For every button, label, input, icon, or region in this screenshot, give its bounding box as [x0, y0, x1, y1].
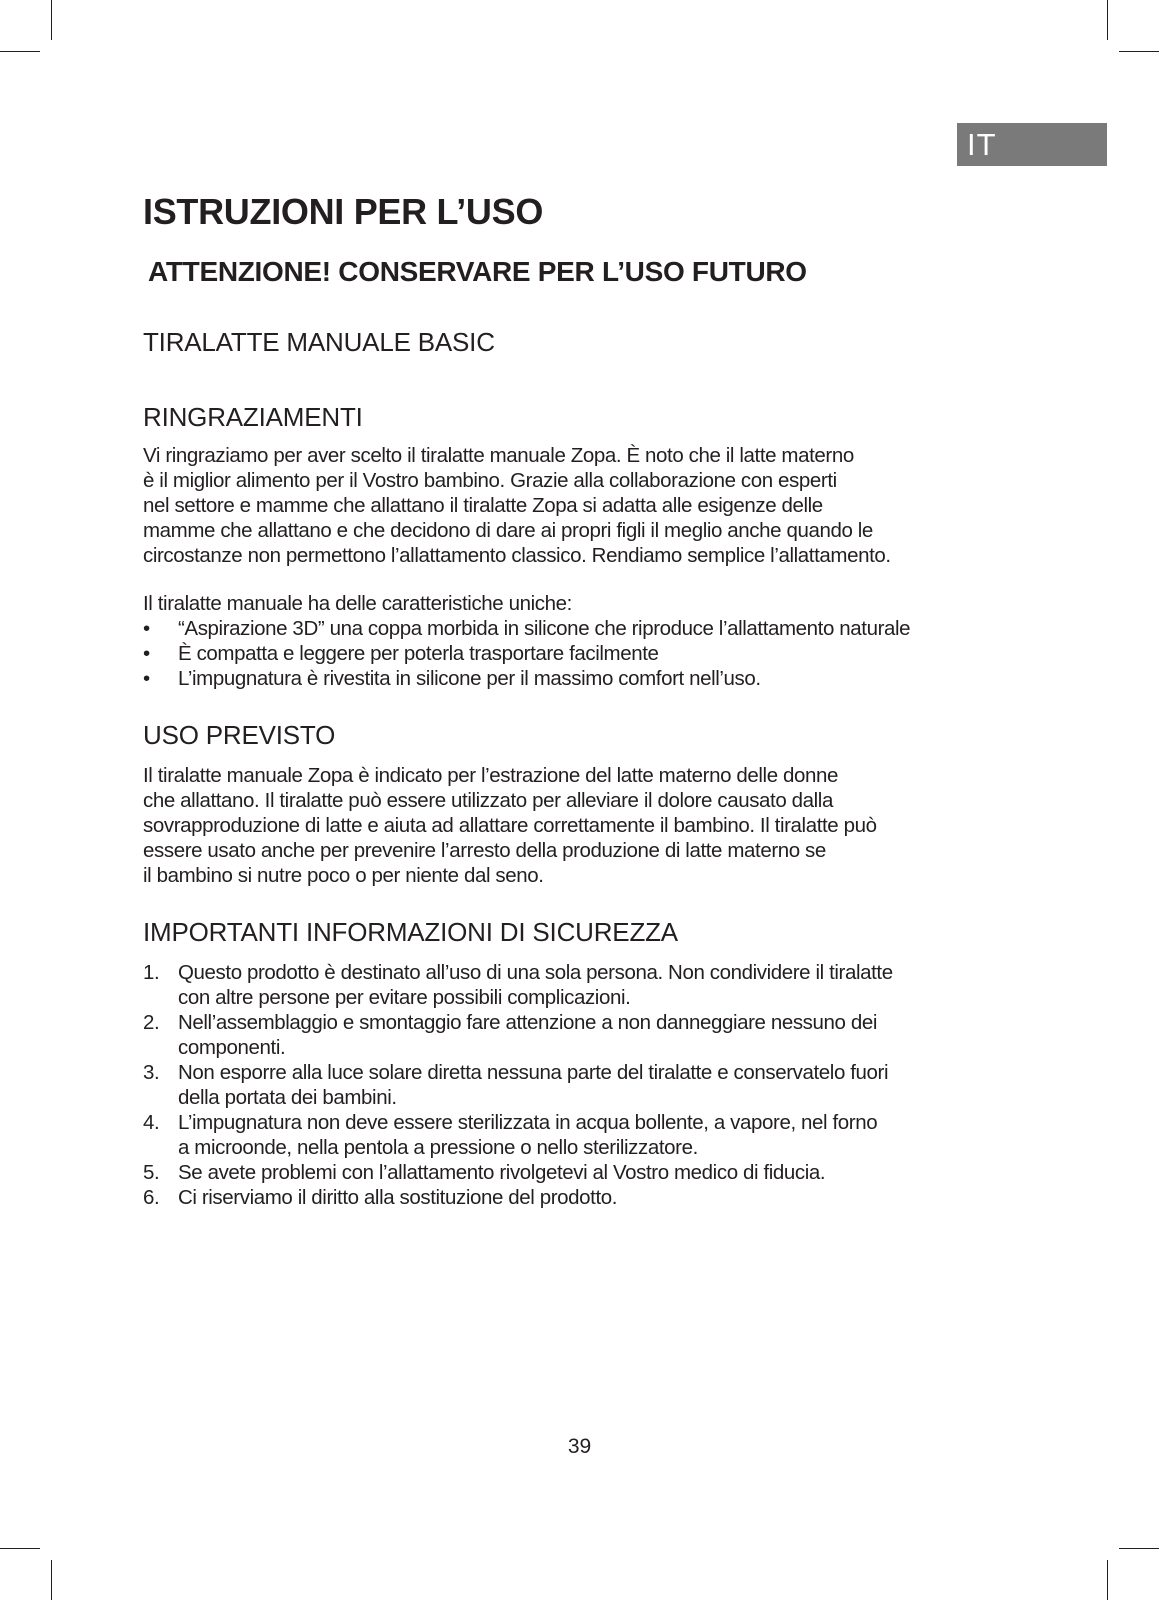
product-name: TIRALATTE MANUALE BASIC — [143, 327, 495, 357]
list-item — [143, 641, 910, 666]
list-item — [143, 666, 910, 691]
thanks-paragraph — [143, 443, 891, 568]
list-item-number: 6. — [143, 1186, 160, 1209]
list-item-text: Ci riserviamo il diritto alla sostituzione del prodotto. — [178, 1186, 618, 1209]
bullet-icon: • — [143, 667, 150, 690]
list-item — [143, 1060, 893, 1110]
bullet-icon: • — [143, 642, 150, 665]
list-item-number: 2. — [143, 1011, 160, 1034]
text-line: Il tiralatte manuale Zopa è indicato per l’estrazione del latte materno delle donne — [143, 764, 838, 787]
list-item — [143, 616, 910, 641]
language-tab: IT — [957, 123, 1107, 166]
page-title: ISTRUZIONI PER L’USO — [143, 191, 544, 232]
safety-list — [143, 960, 893, 1210]
text-line: che allattano. Il tiralatte può essere utilizzato per alleviare il dolore causato dalla — [143, 789, 833, 812]
list-item — [143, 1010, 893, 1060]
crop-mark — [1119, 51, 1159, 52]
page-number: 39 — [567, 1435, 592, 1458]
list-item-text: L’impugnatura non deve essere sterilizzata in acqua bollente, a vapore, nel forno — [178, 1111, 878, 1134]
list-item-text: Nell’assemblaggio e smontaggio fare attenzione a non danneggiare nessuno dei — [178, 1011, 877, 1034]
text-line: essere usato anche per prevenire l’arresto della produzione di latte materno se — [143, 839, 826, 862]
section-heading-intended-use: USO PREVISTO — [143, 720, 336, 750]
section-heading-thanks: RINGRAZIAMENTI — [143, 402, 363, 432]
crop-mark — [1107, 0, 1108, 40]
bullet-icon: • — [143, 617, 150, 640]
list-item-text: componenti. — [178, 1036, 286, 1059]
crop-mark — [1107, 1560, 1108, 1600]
crop-mark — [1119, 1548, 1159, 1549]
text-line: è il miglior alimento per il Vostro bambino. Grazie alla collaborazione con esperti — [143, 469, 837, 492]
crop-mark — [0, 1548, 40, 1549]
list-item — [143, 960, 893, 1010]
crop-mark — [51, 0, 52, 40]
list-item-text: con altre persone per evitare possibili complicazioni. — [178, 986, 631, 1009]
list-item-text: della portata dei bambini. — [178, 1086, 397, 1109]
section-heading-safety: IMPORTANTI INFORMAZIONI DI SICUREZZA — [143, 917, 678, 947]
list-item-number: 4. — [143, 1111, 160, 1134]
list-item-text: Questo prodotto è destinato all’uso di una sola persona. Non condividere il tiralatte — [178, 961, 893, 984]
list-item-text: Non esporre alla luce solare diretta nessuna parte del tiralatte e conservatelo fuori — [178, 1061, 889, 1084]
list-item-text: È compatta e leggere per poterla trasportare facilmente — [178, 642, 659, 665]
text-line: il bambino si nutre poco o per niente dal seno. — [143, 864, 544, 887]
list-item-text: L’impugnatura è rivestita in silicone per il massimo comfort nell’uso. — [178, 667, 761, 690]
text-line: Vi ringraziamo per aver scelto il tiralatte manuale Zopa. È noto che il latte materno — [143, 444, 854, 467]
crop-mark — [0, 51, 40, 52]
text-line: sovrapproduzione di latte e aiuta ad allattare correttamente il bambino. Il tiralatte può — [143, 814, 877, 837]
intended-use-paragraph — [143, 763, 877, 888]
list-item-text: a microonde, nella pentola a pressione o nello sterilizzatore. — [178, 1136, 698, 1159]
text-line: circostanze non permettono l’allattamento classico. Rendiamo semplice l’allattamento. — [143, 544, 891, 567]
crop-mark — [51, 1560, 52, 1600]
list-item — [143, 1110, 893, 1160]
list-item-text: Se avete problemi con l’allattamento rivolgetevi al Vostro medico di fiducia. — [178, 1161, 826, 1184]
text-line: nel settore e mamme che allattano il tiralatte Zopa si adatta alle esigenze delle — [143, 494, 823, 517]
text-line: mamme che allattano e che decidono di dare ai propri figli il meglio anche quando le — [143, 519, 873, 542]
features-intro: Il tiralatte manuale ha delle caratteristiche uniche: — [143, 592, 572, 615]
subtitle: ATTENZIONE! CONSERVARE PER L’USO FUTURO — [148, 256, 807, 287]
list-item-number: 3. — [143, 1061, 160, 1084]
list-item-number: 5. — [143, 1161, 160, 1184]
features-list — [143, 616, 910, 691]
list-item-number: 1. — [143, 961, 160, 984]
list-item — [143, 1160, 893, 1185]
list-item-text: “Aspirazione 3D” una coppa morbida in silicone che riproduce l’allattamento naturale — [178, 617, 911, 640]
list-item — [143, 1185, 893, 1210]
